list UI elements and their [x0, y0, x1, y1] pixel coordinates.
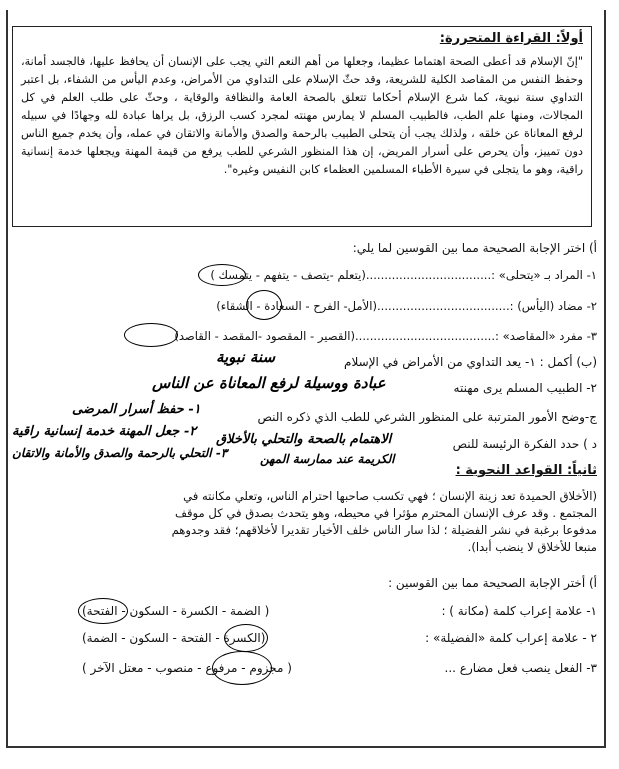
reading-passage-box: [12, 26, 592, 227]
grammar-paragraph-line3: مدفوعا برغبة في نشر الفضيلة ؛ لذا سار الناس خلف الأخيار تقديرا لأخلاقهم؛ فقد وجدوهم: [171, 523, 597, 537]
part2-item3-question: ٣- الفعل ينصب فعل مضارع ...: [444, 661, 597, 675]
handwritten-answer-idea-1: الاهتمام بالصحة والتحلي بالأخلاق: [216, 432, 392, 447]
q1-explain: ج-وضح الأمور المترتبة على المنظور الشرعي للطب الذي ذكره النص: [257, 410, 597, 424]
handwritten-answer-complete: سنة نبوية: [216, 348, 276, 366]
q1-instruction: أ) اختر الإجابة الصحيحة مما بين القوسين لما يلي:: [352, 241, 597, 255]
grammar-paragraph-line1: (الأخلاق الحميدة تعد زينة الإنسان ؛ فهي تكسب صاحبها احترام الناس، وتعلي مكانته في: [183, 489, 597, 503]
q1-item1: ١- المراد بـ «يتحلى» :..................................(يتعلم -يتصف - يتفهم - يتمسك ): [210, 268, 597, 282]
q1-item2: ٢- مضاد (اليأس) :....................................(الأمل- الفرح - السعادة - الشقاء): [216, 299, 597, 313]
answer-circle-5: [224, 624, 268, 652]
part2-item2-options: (الكسرة - الفتحة - السكون - الضمة): [82, 631, 266, 645]
q1-item3: ٣- مفرد «المقاصد» :......................................(القصير - المقصود -المقصد - القاصد): [174, 329, 597, 343]
q1-complete: (ب) أكمل : ١- يعد التداوي من الأمراض في الإسلام: [344, 355, 597, 369]
handwritten-answer-doctor: عبادة ووسيلة لرفع المعاناة عن الناس: [152, 374, 386, 392]
handwritten-answer-explain-2: ٢- جعل المهنة خدمة إنسانية راقية: [12, 424, 197, 439]
part2-title: ثانياً: القواعد النحوية :: [455, 463, 597, 478]
q1-idea: د ) حدد الفكرة الرئيسة للنص: [452, 437, 597, 451]
part1-title: أولاً: القراءة المتحررة:: [439, 31, 583, 46]
part2-item2-question: ٢ - علامة إعراب كلمة «الفضيلة» :: [425, 631, 597, 645]
answer-circle-3: [124, 323, 178, 347]
part2-item1-question: ١- علامة إعراب كلمة (مكانة ) :: [441, 604, 597, 618]
handwritten-answer-idea-2: الكريمة عند ممارسة المهن: [260, 452, 395, 466]
grammar-paragraph: [37, 488, 597, 556]
answer-circle-6: [212, 651, 272, 685]
part2-instruction: أ) أختر الإجابة الصحيحة مما بين القوسين :: [388, 576, 597, 590]
handwritten-answer-explain-1: ١- حفظ أسرار المرضى: [72, 402, 201, 417]
answer-circle-1: [198, 264, 246, 286]
reading-passage: "إنّ الإسلام قد أعطى الصحة اهتماما عظيما، وجعلها من أهم النعم التي يجب على الإنسان أن يحافظ عليها، فالجسد أمانة، وحفظ النفس من المقاصد الكلية للشريعة، وقد حثّ الإسلام على التداوي من الأمراض، وعدم اليأس من الشفاء، بل اعتبر التداوي سنة نبوية، كما شرع الإسلام أحكاما تتعلق بالصحة العامة والنظافة والوقاية ، وحثّ على طلب العلم في كل المجالات، ومنها علم الطب، فالطبيب المسلم لا يمارس مهنته لمجرد كسب الرزق، بل يراها عبادة لله وجهادًا في سبيله لرفع المعاناة عن خلقه ، ولذلك يجب أن يتحلى الطبيب بالرحمة والصدق والأمانة والاتقان في عمله، وأن يخدم جميع الناس دون تمييز، وأن يحرص على أسرار المريض، إن هذا المنظور الشرعي للطب يرفع من قيمة المهنة ويجعلها خدمة إنسانية راقية، وهو ما يتجلى في سيرة الأطباء المسلمين العظماء كابن النفيس وغيره".: [21, 55, 583, 176]
grammar-paragraph-line4: منبعا للأخلاق لا ينضب أبدا).: [467, 540, 597, 554]
part2-item1-options: ( الضمة - الكسرة - السكون - الفتحة): [82, 604, 270, 618]
answer-circle-4: [78, 598, 128, 624]
handwritten-answer-explain-3: ٣- التحلي بالرحمة والصدق والأمانة والاتقان: [12, 446, 228, 460]
q1-doctor: ٢- الطبيب المسلم يرى مهنته: [453, 381, 597, 395]
grammar-paragraph-line2: المجتمع . وقد عرف الإنسان المحترم مؤثرا في محيطه، وهو يتحدث بصدق في كل موقف: [174, 506, 597, 520]
part2-item3-options: ( مجزوم - مرفوع - منصوب - معتل الآخر ): [82, 661, 292, 675]
answer-circle-2: [246, 290, 282, 320]
